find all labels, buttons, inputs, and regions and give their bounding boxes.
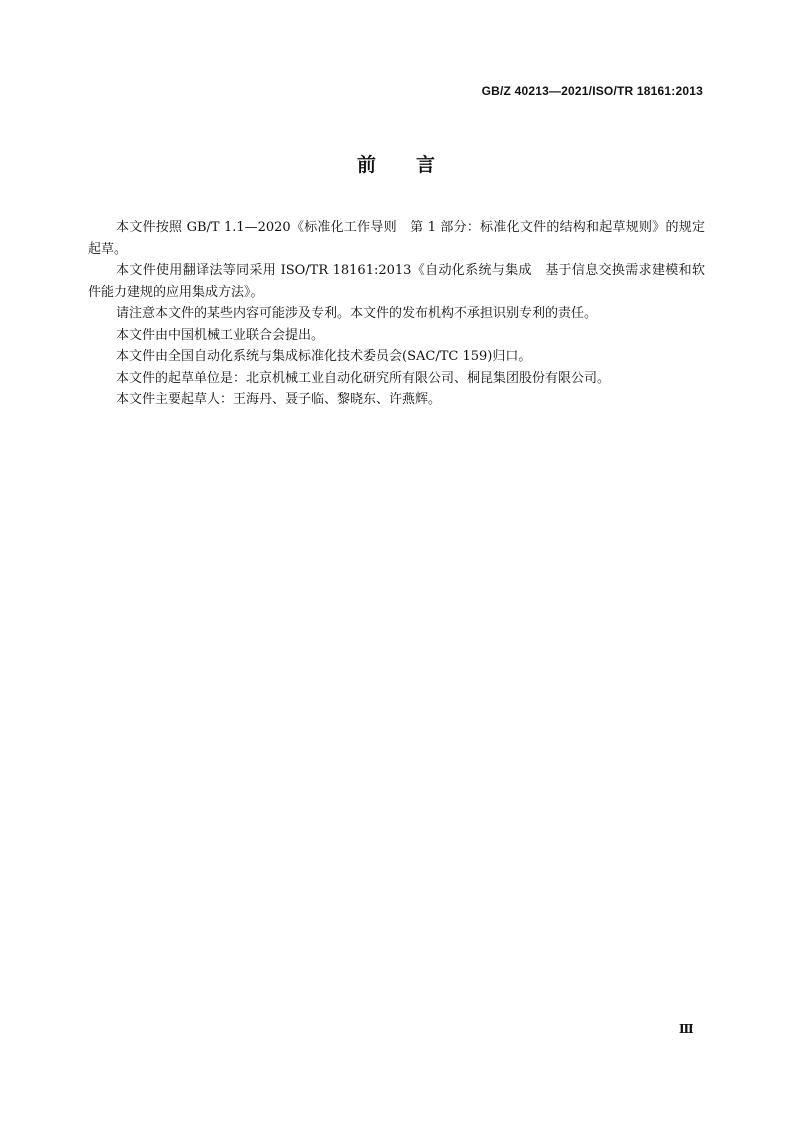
paragraph-patent-notice: 请注意本文件的某些内容可能涉及专利。本文件的发布机构不承担识别专利的责任。	[116, 306, 598, 321]
paragraph-drafting-rules: 本文件按照 GB/T 1.1—2020《标准化工作导则 第 1 部分：标准化文件的结构和起草规则》的规定起草。	[88, 220, 705, 257]
paragraph-proposer: 本文件由中国机械工业联合会提出。	[116, 327, 325, 343]
paragraph-translation-method: 本文件使用翻译法等同采用 ISO/TR 18161:2013《自动化系统与集成 基于信息交换需求建模和软件能力建规的应用集成方法》。	[88, 263, 705, 300]
title-char-1: 前	[356, 154, 378, 176]
page-title	[0, 150, 794, 177]
paragraph-committee: 本文件由全国自动化系统与集成标准化技术委员会(SAC/TC 159)归口。	[116, 349, 532, 364]
title-char-2: 言	[416, 154, 438, 176]
standard-code-header: GB/Z 40213—2021/ISO/TR 18161:2013	[481, 84, 703, 98]
paragraph-drafters: 本文件主要起草人：王海丹、聂子临、黎晓东、许燕辉。	[116, 392, 442, 407]
paragraph-drafting-units: 本文件的起草单位是：北京机械工业自动化研究所有限公司、桐昆集团股份有限公司。	[116, 370, 611, 386]
page-number: Ⅲ	[679, 1022, 694, 1036]
foreword-body	[88, 217, 705, 411]
